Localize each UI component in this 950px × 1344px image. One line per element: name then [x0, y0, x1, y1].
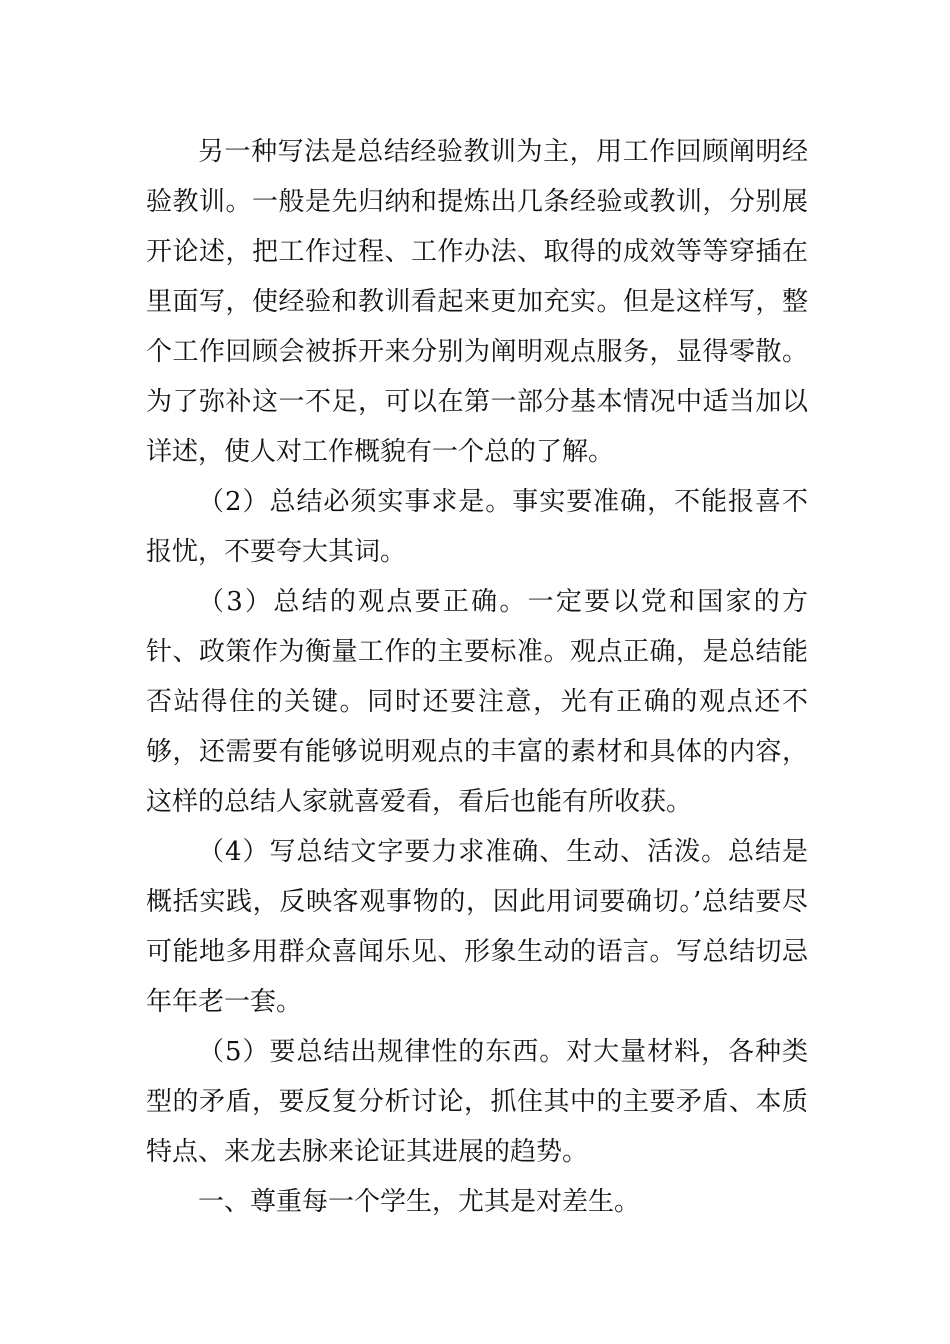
section-heading-respect-students: 一、尊重每一个学生，尤其是对差生。	[198, 1187, 641, 1217]
paragraph-lessons-writing-method: 另一种写法是总结经验教训为主，用工作回顾阐明经验教训。一般是先归纳和提炼出几条经验或教训，分别展开论述，把工作过程、工作办法、取得的成效等等穿插在里面写，使经验和教训看起来更加充实。但是这样写，整个工作回顾会被拆开来分别为阐明观点服务，显得零散。为了弥补这一不足，可以在第一部分基本情况中适当加以详述，使人对工作概貌有一个总的了解。	[146, 137, 808, 467]
paragraph-point-5: （5）要总结出规律性的东西。对大量材料，各种类型的矛盾，要反复分析讨论，抓住其中的主要矛盾、本质特点、来龙去脉来论证其进展的趋势。	[146, 1037, 808, 1167]
paragraph-point-3: （3）总结的观点要正确。一定要以党和国家的方针、政策作为衡量工作的主要标准。观点正确，是总结能否站得住的关键。同时还要注意，光有正确的观点还不够，还需要有能够说明观点的丰富的素材和具体的内容，这样的总结人家就喜爱看，看后也能有所收获。	[146, 587, 808, 817]
paragraph-point-2: （2）总结必须实事求是。事实要准确，不能报喜不报忧，不要夸大其词。	[146, 487, 808, 567]
document-body	[146, 127, 808, 1227]
paragraph-point-4: （4）写总结文字要力求准确、生动、活泼。总结是概括实践，反映客观事物的，因此用词要确切。’总结要尽可能地多用群众喜闻乐见、形象生动的语言。写总结切忌年年老一套。	[146, 837, 808, 1017]
